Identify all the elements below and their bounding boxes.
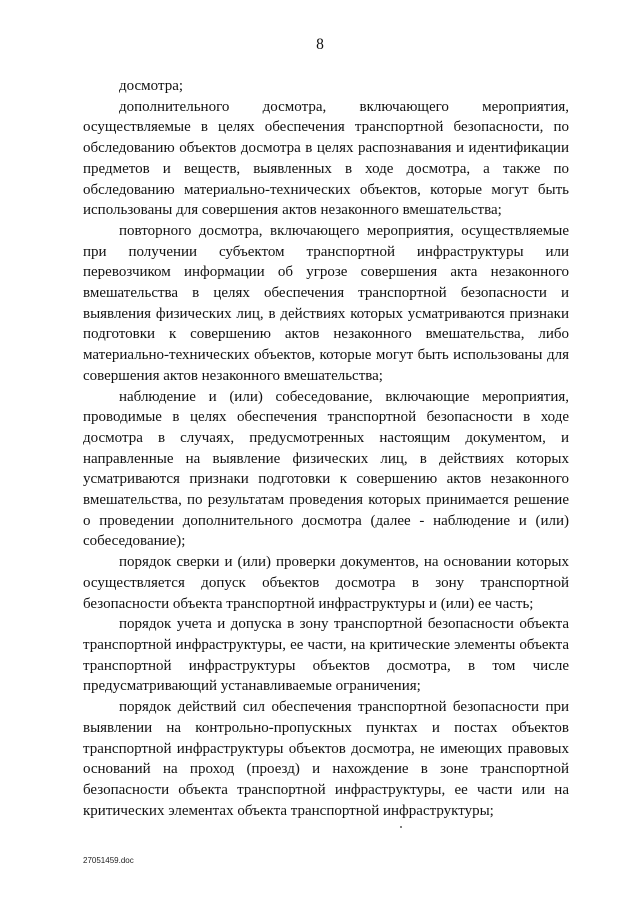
scan-dot xyxy=(400,826,402,828)
paragraph: порядок сверки и (или) проверки документов, на основании которых осуществляется допуск объектов досмотра в зону транспортной безопасности объекта транспортной инфраструктуры и (или) ее часть; xyxy=(83,554,569,612)
document-file-code: 27051459.doc xyxy=(83,856,134,865)
page-number: 8 xyxy=(316,36,324,53)
paragraph: порядок учета и допуска в зону транспортной безопасности объекта транспортной инфраструктуры, ее части, на критические элементы объекта транспортной инфраструктуры объектов досмотра, в том числе предусматривающий устанавливаемые ограничения; xyxy=(83,616,569,695)
document-body xyxy=(83,76,569,821)
paragraph: досмотра; xyxy=(119,78,184,94)
paragraph: дополнительного досмотра, включающего мероприятия, осуществляемые в целях обеспечения транспортной безопасности, по обследованию объектов досмотра в целях распознавания и идентификации предметов и веществ, выявленных в ходе досмотра, а также по обследованию материально-технических объектов, которые могут быть использованы для совершения актов незаконного вмешательства; xyxy=(83,98,569,219)
paragraph: порядок действий сил обеспечения транспортной безопасности при выявлении на контрольно-пропускных пунктах и постах объектов транспортной инфраструктуры объектов досмотра, не имеющих правовых оснований на проход (проезд) и нахождение в зоне транспортной безопасности объекта транспортной инфраструктуры, ее части или на критических элементах объекта транспортной инфраструктуры; xyxy=(83,699,569,819)
paragraph: наблюдение и (или) собеседование, включающие мероприятия, проводимые в целях обеспечения транспортной безопасности в ходе досмотра в случаях, предусмотренных настоящим документом, и направленные на выявление физических лиц, в действиях которых усматриваются признаки подготовки к совершению актов незаконного вмешательства, по результатам проведения которых принимается решение о проведении дополнительного досмотра (далее - наблюдение и (или) собеседование); xyxy=(83,388,569,550)
paragraph: повторного досмотра, включающего мероприятия, осуществляемые при получении субъектом транспортной инфраструктуры или перевозчиком информации об угрозе совершения акта незаконного вмешательства в целях обеспечения транспортной безопасности и выявления физических лиц, в действиях которых усматриваются признаки подготовки к совершению актов незаконного вмешательства, либо материально-технических объектов, которые могут быть использованы для совершения актов незаконного вмешательства; xyxy=(83,222,569,384)
